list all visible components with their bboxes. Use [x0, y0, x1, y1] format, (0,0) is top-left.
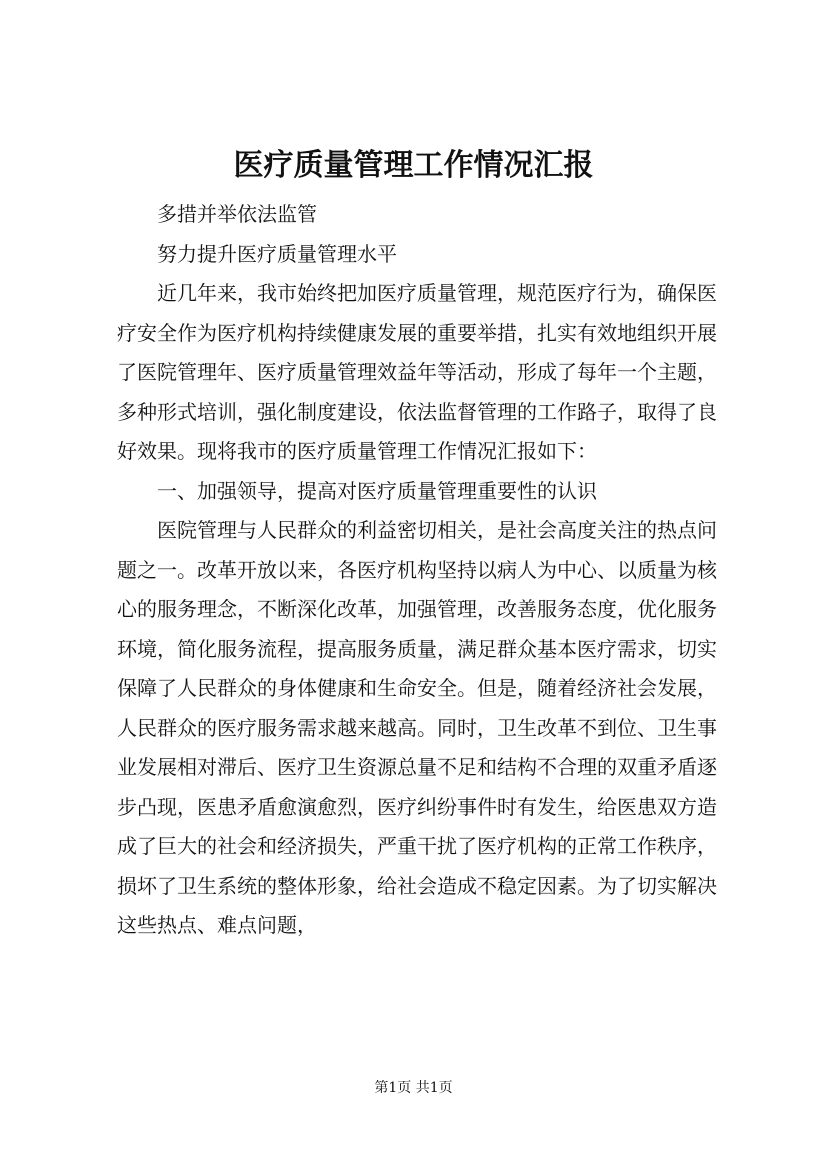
section-heading-1: 一、加强领导，提高对医疗质量管理重要性的认识	[157, 478, 597, 503]
intro-paragraph: 近几年来，我市始终把加医疗质量管理，规范医疗行为，确保医疗安全作为医疗机构持续健康发展的重要举措，扎实有效地组织开展了医院管理年、医疗质量管理效益年等活动，形成了每年一个主题，多种形式培训，强化制度建设，依法监督管理的工作路子，取得了良好效果。现将我市的医疗质量管理工作情况汇报如下：	[117, 281, 717, 463]
page-footer: 第1页 共1页	[374, 1080, 453, 1096]
subtitle-line-1: 多措并举依法监管	[157, 202, 317, 226]
document-body	[117, 195, 717, 946]
document-title: 医疗质量管理工作情况汇报	[233, 148, 594, 183]
section-1-paragraph: 医院管理与人民群众的利益密切相关，是社会高度关注的热点问题之一。改革开放以来，各医疗机构坚持以病人为中心、以质量为核心的服务理念，不断深化改革，加强管理，改善服务态度，优化服务环境，简化服务流程，提高服务质量，满足群众基本医疗需求，切实保障了人民群众的身体健康和生命安全。但是，随着经济社会发展，人民群众的医疗服务需求越来越高。同时，卫生改革不到位、卫生事业发展相对滞后、医疗卫生资源总量不足和结构不合理的双重矛盾逐步凸现，医患矛盾愈演愈烈，医疗纠纷事件时有发生，给医患双方造成了巨大的社会和经济损失，严重干扰了医疗机构的正常工作秩序，损坏了卫生系统的整体形象，给社会造成不稳定因素。为了切实解决这些热点、难点问题，	[117, 518, 717, 937]
subtitle-line-2: 努力提升医疗质量管理水平	[157, 241, 397, 266]
